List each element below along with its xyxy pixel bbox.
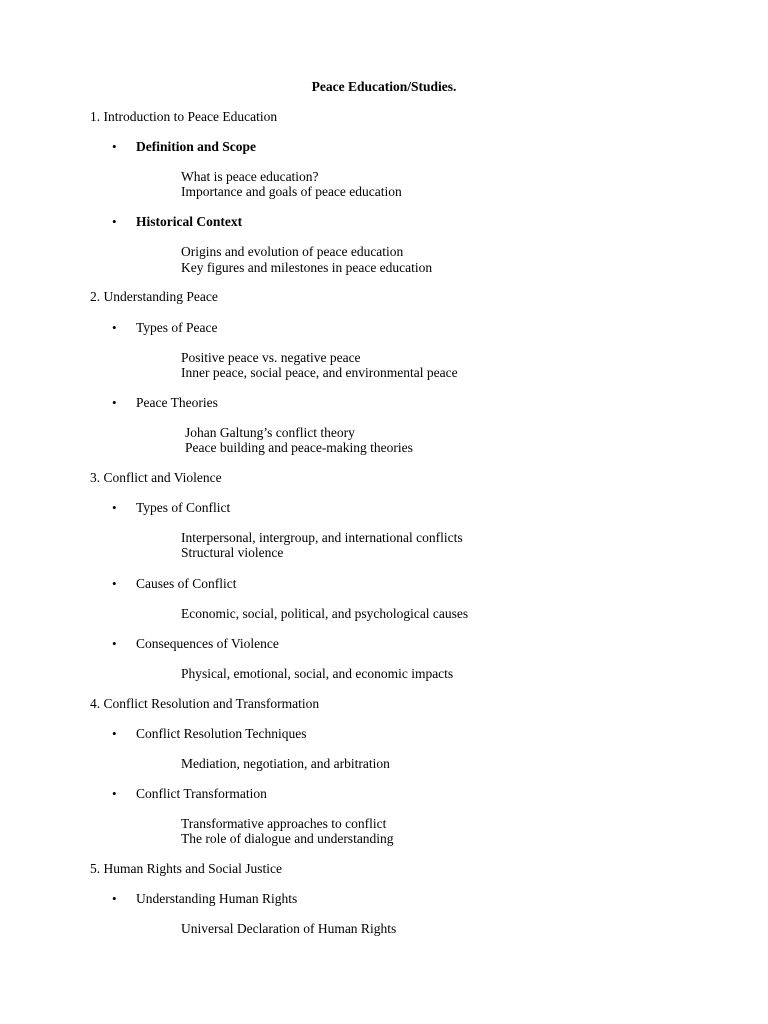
topic-label: Conflict Transformation <box>136 786 267 801</box>
bullet-icon: • <box>112 395 117 410</box>
topic-label: Types of Conflict <box>136 500 231 515</box>
section-heading: 4. Conflict Resolution and Transformation <box>90 696 320 711</box>
bullet-icon: • <box>112 576 117 591</box>
bullet-icon: • <box>112 726 117 741</box>
bullet-icon: • <box>112 636 117 651</box>
bullet-icon: • <box>112 786 117 801</box>
topic-detail: Physical, emotional, social, and economic impacts <box>181 666 454 681</box>
bullet-icon: • <box>112 139 117 154</box>
section-heading: 2. Understanding Peace <box>90 289 218 304</box>
section-heading: 5. Human Rights and Social Justice <box>90 861 282 876</box>
topic-detail: Mediation, negotiation, and arbitration <box>181 756 390 771</box>
topic-detail: Johan Galtung’s conflict theory <box>185 425 355 440</box>
topic-label: Causes of Conflict <box>136 576 237 591</box>
document-title: Peace Education/Studies. <box>311 79 457 94</box>
topic-detail: What is peace education? <box>181 169 319 184</box>
topic-detail: Key figures and milestones in peace education <box>181 260 433 275</box>
topic-label: Understanding Human Rights <box>136 891 298 906</box>
topic-detail: Universal Declaration of Human Rights <box>181 921 397 936</box>
bullet-icon: • <box>112 214 117 229</box>
section-heading: 1. Introduction to Peace Education <box>90 109 278 124</box>
topic-detail: Interpersonal, intergroup, and international conflicts <box>181 530 463 545</box>
topic-label: Consequences of Violence <box>136 636 279 651</box>
topic-detail: Positive peace vs. negative peace <box>181 350 361 365</box>
topic-label: Definition and Scope <box>136 139 257 154</box>
topic-detail: Origins and evolution of peace education <box>181 244 404 259</box>
topic-detail: The role of dialogue and understanding <box>181 831 394 846</box>
bullet-icon: • <box>112 891 117 906</box>
topic-detail: Structural violence <box>181 545 284 560</box>
topic-detail: Economic, social, political, and psychological causes <box>181 606 469 621</box>
bullet-icon: • <box>112 500 117 515</box>
topic-detail: Peace building and peace-making theories <box>185 440 413 455</box>
topic-label: Conflict Resolution Techniques <box>136 726 307 741</box>
topic-label: Peace Theories <box>136 395 218 410</box>
topic-detail: Inner peace, social peace, and environmental peace <box>181 365 458 380</box>
topic-detail: Transformative approaches to conflict <box>181 816 387 831</box>
section-heading: 3. Conflict and Violence <box>90 470 222 485</box>
topic-label: Historical Context <box>136 214 243 229</box>
bullet-icon: • <box>112 320 117 335</box>
topic-label: Types of Peace <box>136 320 218 335</box>
topic-detail: Importance and goals of peace education <box>181 184 402 199</box>
